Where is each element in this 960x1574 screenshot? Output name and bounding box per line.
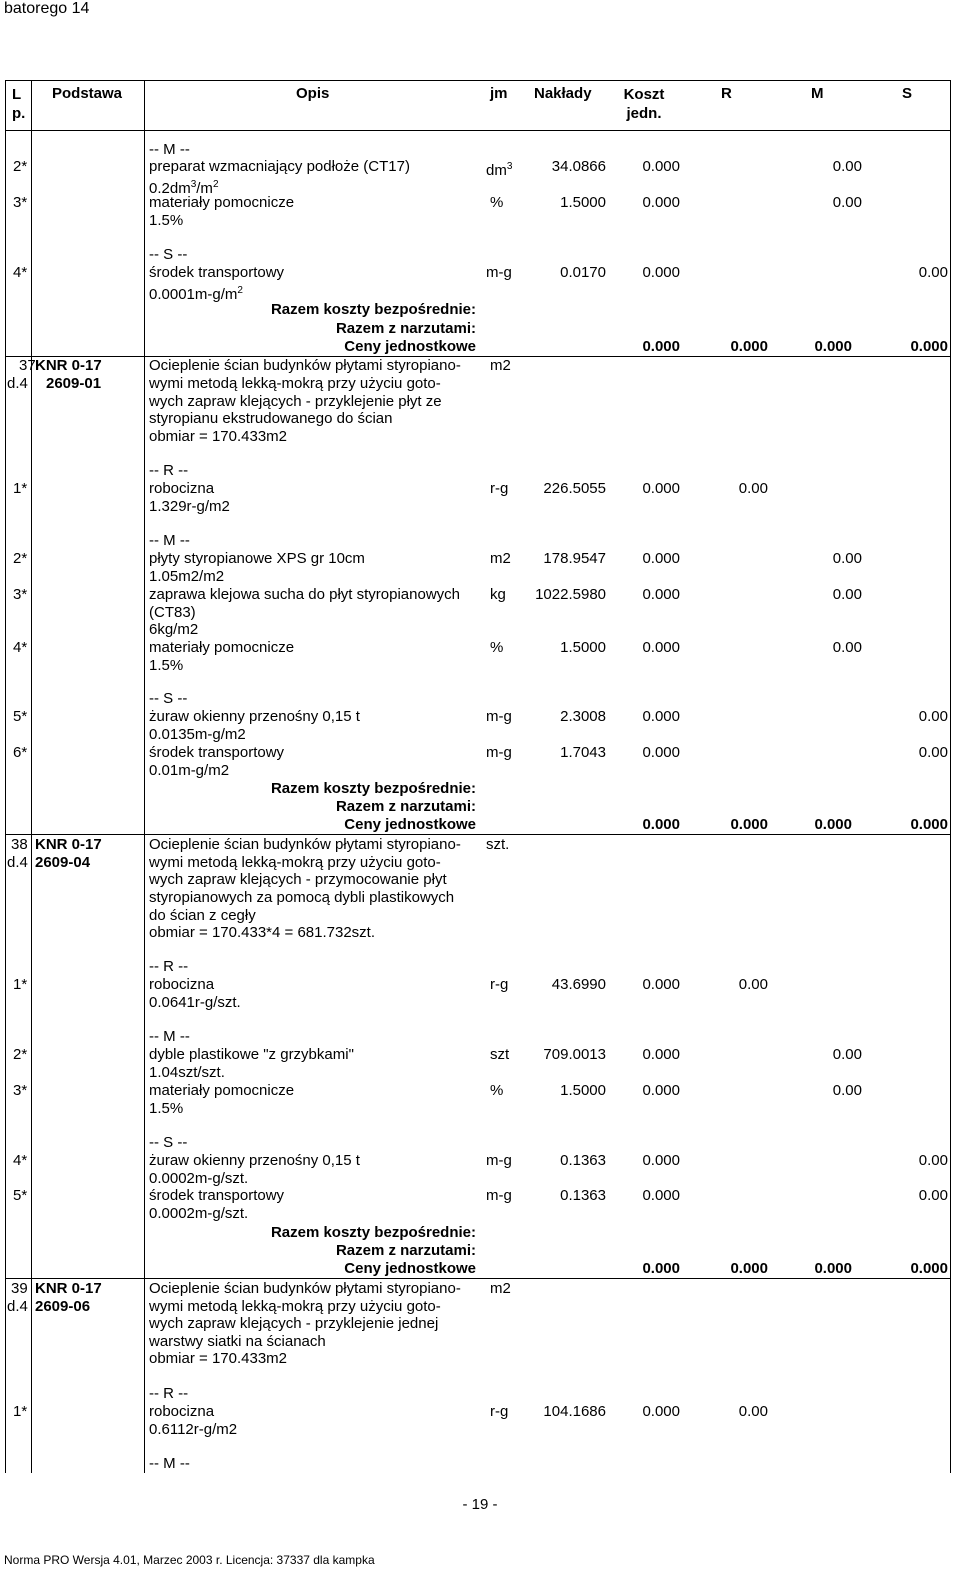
item-qty: 1022.5980 <box>535 586 606 603</box>
item-value: 0.00 <box>738 1403 768 1420</box>
item-jm: kg <box>490 586 506 603</box>
item-value: 0.00 <box>918 1152 948 1169</box>
position-code: 2609-06 <box>35 1298 91 1315</box>
ceny-value: 0.000 <box>730 1260 768 1277</box>
item-value: 0.00 <box>738 976 768 993</box>
item-lp: 3* <box>13 194 28 211</box>
item-jm: m-g <box>486 1152 512 1169</box>
position-jm: m2 <box>490 357 511 374</box>
section-marker: -- R -- <box>149 462 189 479</box>
item-jm: % <box>490 194 504 211</box>
item-norm: 0.0002m-g/szt. <box>149 1205 249 1222</box>
header-podstawa: Podstawa <box>52 85 123 102</box>
position-desc: wych zapraw klejących - przyklejenie płyt ze <box>149 393 442 410</box>
position-desc: styropianu ekstrudowanego do ścian <box>149 410 393 427</box>
item-price: 0.000 <box>642 1082 680 1099</box>
item-value: 0.00 <box>918 744 948 761</box>
item-price: 0.000 <box>642 744 680 761</box>
item-name-cont: (CT83) <box>149 604 196 621</box>
header-bottom-border <box>5 130 951 131</box>
item-value: 0.00 <box>918 264 948 281</box>
item-name: materiały pomocnicze <box>149 639 295 656</box>
position-code: KNR 0-17 <box>35 1280 102 1297</box>
item-lp: 2* <box>13 158 28 175</box>
item-value: 0.00 <box>918 708 948 725</box>
item-name: środek transportowy <box>149 264 285 281</box>
header-jm: jm <box>490 85 508 102</box>
item-value: 0.00 <box>832 550 862 567</box>
ceny-value: 0.000 <box>642 816 680 833</box>
item-norm: 1.05m2/m2 <box>149 568 225 585</box>
position-desc: Ocieplenie ścian budynków płytami styropiano- <box>149 836 461 853</box>
item-value: 0.00 <box>832 1046 862 1063</box>
position-desc: styropianowych za pomocą dybli plastikowych <box>149 889 455 906</box>
item-norm: 1.5% <box>149 657 184 674</box>
razem-bezposrednie: Razem koszty bezpośrednie: <box>270 301 476 318</box>
ceny-value: 0.000 <box>910 1260 948 1277</box>
position-sub: d.4 <box>7 854 28 871</box>
item-jm: r-g <box>490 976 509 993</box>
razem-narzuty: Razem z narzutami: <box>335 1242 476 1259</box>
ceny-value: 0.000 <box>730 338 768 355</box>
ceny-value: 0.000 <box>814 338 852 355</box>
item-jm: m-g <box>486 744 512 761</box>
ceny-value: 0.000 <box>814 1260 852 1277</box>
header-m: M <box>811 85 824 102</box>
item-norm: 0.0135m-g/m2 <box>149 726 246 743</box>
item-norm: $0.0001m-g/m^2$ <box>149 285 243 303</box>
header-r: R <box>721 85 732 102</box>
section-marker: -- M -- <box>149 532 190 549</box>
item-lp: 1* <box>13 976 28 993</box>
item-name: środek transportowy <box>149 744 285 761</box>
header-opis: Opis <box>296 85 330 102</box>
item-lp: 4* <box>13 639 28 656</box>
ceny-jednostkowe: Ceny jednostkowe <box>344 816 476 833</box>
item-norm: 0.0641r-g/szt. <box>149 994 241 1011</box>
position-code: KNR 0-17 <box>35 836 102 853</box>
item-norm: 1.329r-g/m2 <box>149 498 230 515</box>
position-desc: wych zapraw klejących - przyklejenie jednej <box>149 1315 439 1332</box>
item-lp: 3* <box>13 1082 28 1099</box>
item-name: preparat wzmacniający podłoże (CT17) <box>149 158 410 175</box>
item-name: materiały pomocnicze <box>149 1082 295 1099</box>
item-price: 0.000 <box>642 480 680 497</box>
razem-bezposrednie: Razem koszty bezpośrednie: <box>270 780 476 797</box>
item-norm: 1.04szt/szt. <box>149 1064 225 1081</box>
item-price: 0.000 <box>642 1152 680 1169</box>
item-price: 0.000 <box>642 639 680 656</box>
position-desc: Ocieplenie ścian budynków płytami styropiano- <box>149 1280 461 1297</box>
item-qty: 43.6990 <box>551 976 606 993</box>
header-s: S <box>902 85 913 102</box>
item-value: 0.00 <box>918 1187 948 1204</box>
item-lp: 5* <box>13 1187 28 1204</box>
ceny-value: 0.000 <box>642 1260 680 1277</box>
item-lp: 1* <box>13 480 28 497</box>
document-title: batorego 14 <box>4 0 90 17</box>
ceny-value: 0.000 <box>814 816 852 833</box>
item-norm: 0.6112r-g/m2 <box>149 1421 238 1438</box>
item-norm: 6kg/m2 <box>149 621 199 638</box>
item-price: 0.000 <box>642 264 680 281</box>
item-price: 0.000 <box>642 1046 680 1063</box>
item-jm: szt <box>490 1046 510 1063</box>
position-number: 39 <box>11 1280 28 1297</box>
item-value: 0.00 <box>832 639 862 656</box>
position-obmiar: obmiar = 170.433m2 <box>149 1350 288 1367</box>
section-marker: -- S -- <box>149 1134 188 1151</box>
position-desc: wymi metodą lekką-mokrą przy użyciu goto- <box>149 854 441 871</box>
item-qty: 226.5055 <box>543 480 606 497</box>
item-price: 0.000 <box>642 194 680 211</box>
position-desc: Ocieplenie ścian budynków płytami styropiano- <box>149 357 461 374</box>
section-marker: -- M -- <box>149 1455 190 1472</box>
header-naklady: Nakłady <box>534 85 592 102</box>
column-divider <box>144 80 145 1473</box>
ceny-jednostkowe: Ceny jednostkowe <box>344 1260 476 1277</box>
item-price: 0.000 <box>642 976 680 993</box>
item-price: 0.000 <box>642 1187 680 1204</box>
position-sub: d.4 <box>7 1298 28 1315</box>
position-desc: wymi metodą lekką-mokrą przy użyciu goto- <box>149 1298 441 1315</box>
item-jm: m2 <box>490 550 511 567</box>
item-price: 0.000 <box>642 550 680 567</box>
razem-narzuty: Razem z narzutami: <box>335 320 476 337</box>
item-value: 0.00 <box>832 1082 862 1099</box>
position-desc: warstwy siatki na ścianach <box>149 1333 326 1350</box>
item-name: robocizna <box>149 976 215 993</box>
item-qty: 1.7043 <box>560 744 606 761</box>
item-norm: 0.01m-g/m2 <box>149 762 230 779</box>
item-name: żuraw okienny przenośny 0,15 t <box>149 1152 360 1169</box>
position-jm: szt. <box>486 836 510 853</box>
position-obmiar: obmiar = 170.433*4 = 681.732szt. <box>149 924 375 941</box>
position-code: 2609-01 <box>46 375 102 392</box>
item-qty: 34.0866 <box>551 158 606 175</box>
item-qty: 1.5000 <box>560 1082 606 1099</box>
item-lp: 4* <box>13 1152 28 1169</box>
ceny-value: 0.000 <box>730 816 768 833</box>
item-lp: 5* <box>13 708 28 725</box>
table-left-border <box>5 80 6 1473</box>
position-separator <box>5 356 951 357</box>
item-name: zaprawa klejowa sucha do płyt styropianowych <box>149 586 460 603</box>
header-koszt: Koszt jedn. <box>623 86 665 122</box>
position-number: 38 <box>11 836 28 853</box>
item-qty: 1.5000 <box>560 639 606 656</box>
item-jm: r-g <box>490 1403 509 1420</box>
position-separator <box>5 834 951 835</box>
item-norm: 1.5% <box>149 1100 184 1117</box>
item-norm: $0.2dm^3/m^2$ <box>149 179 219 197</box>
page-number: - 19 - <box>462 1496 498 1513</box>
position-separator <box>5 1278 951 1279</box>
position-desc: wymi metodą lekką-mokrą przy użyciu goto- <box>149 375 441 392</box>
item-lp: 3* <box>13 586 28 603</box>
section-marker: -- S -- <box>149 246 188 263</box>
position-desc: wych zapraw klejących - przymocowanie płyt <box>149 871 447 888</box>
item-name: materiały pomocnicze <box>149 194 295 211</box>
item-price: 0.000 <box>642 1403 680 1420</box>
position-number: 37 <box>19 357 36 374</box>
item-price: 0.000 <box>642 586 680 603</box>
item-name: płyty styropianowe XPS gr 10cm <box>149 550 365 567</box>
item-qty: 2.3008 <box>560 708 606 725</box>
ceny-value: 0.000 <box>910 816 948 833</box>
item-value: 0.00 <box>738 480 768 497</box>
item-norm: 1.5% <box>149 212 184 229</box>
item-qty: 0.1363 <box>560 1187 606 1204</box>
position-code: KNR 0-17 <box>35 357 102 374</box>
item-norm: 0.0002m-g/szt. <box>149 1170 249 1187</box>
header-lp <box>12 85 26 123</box>
column-divider <box>31 80 32 1473</box>
item-qty: 709.0013 <box>543 1046 606 1063</box>
item-value: 0.00 <box>832 158 862 175</box>
item-name: dyble plastikowe "z grzybkami" <box>149 1046 354 1063</box>
item-lp: 2* <box>13 1046 28 1063</box>
position-sub: d.4 <box>7 375 28 392</box>
item-qty: 104.1686 <box>543 1403 606 1420</box>
footer-license: Norma PRO Wersja 4.01, Marzec 2003 r. Licencja: 37337 dla kampka <box>4 1553 375 1567</box>
item-qty: 178.9547 <box>543 550 606 567</box>
item-jm: m-g <box>486 264 512 281</box>
ceny-value: 0.000 <box>642 338 680 355</box>
item-qty: 0.0170 <box>560 264 606 281</box>
position-code: 2609-04 <box>35 854 91 871</box>
position-obmiar: obmiar = 170.433m2 <box>149 428 288 445</box>
item-qty: 0.1363 <box>560 1152 606 1169</box>
item-jm: $dm^3$ <box>486 161 513 179</box>
position-jm: m2 <box>490 1280 511 1297</box>
item-lp: 2* <box>13 550 28 567</box>
ceny-value: 0.000 <box>910 338 948 355</box>
item-name: żuraw okienny przenośny 0,15 t <box>149 708 360 725</box>
item-jm: m-g <box>486 1187 512 1204</box>
item-name: robocizna <box>149 1403 215 1420</box>
table-right-border <box>950 80 951 1473</box>
item-lp: 4* <box>13 264 28 281</box>
header-lp-text: L p. <box>12 86 26 122</box>
item-jm: m-g <box>486 708 512 725</box>
section-marker: -- R -- <box>149 958 189 975</box>
section-marker: -- M -- <box>149 141 190 158</box>
ceny-jednostkowe: Ceny jednostkowe <box>344 338 476 355</box>
item-jm: % <box>490 1082 504 1099</box>
razem-bezposrednie: Razem koszty bezpośrednie: <box>270 1224 476 1241</box>
item-value: 0.00 <box>832 194 862 211</box>
section-marker: -- S -- <box>149 690 188 707</box>
item-name: środek transportowy <box>149 1187 285 1204</box>
position-desc: do ścian z cegły <box>149 907 256 924</box>
item-lp: 1* <box>13 1403 28 1420</box>
item-price: 0.000 <box>642 708 680 725</box>
section-marker: -- R -- <box>149 1385 189 1402</box>
item-name: robocizna <box>149 480 215 497</box>
item-lp: 6* <box>13 744 28 761</box>
item-price: 0.000 <box>642 158 680 175</box>
item-qty: 1.5000 <box>560 194 606 211</box>
item-value: 0.00 <box>832 586 862 603</box>
section-marker: -- M -- <box>149 1028 190 1045</box>
table-top-border <box>5 80 951 81</box>
item-jm: % <box>490 639 504 656</box>
razem-narzuty: Razem z narzutami: <box>335 798 476 815</box>
item-jm: r-g <box>490 480 509 497</box>
